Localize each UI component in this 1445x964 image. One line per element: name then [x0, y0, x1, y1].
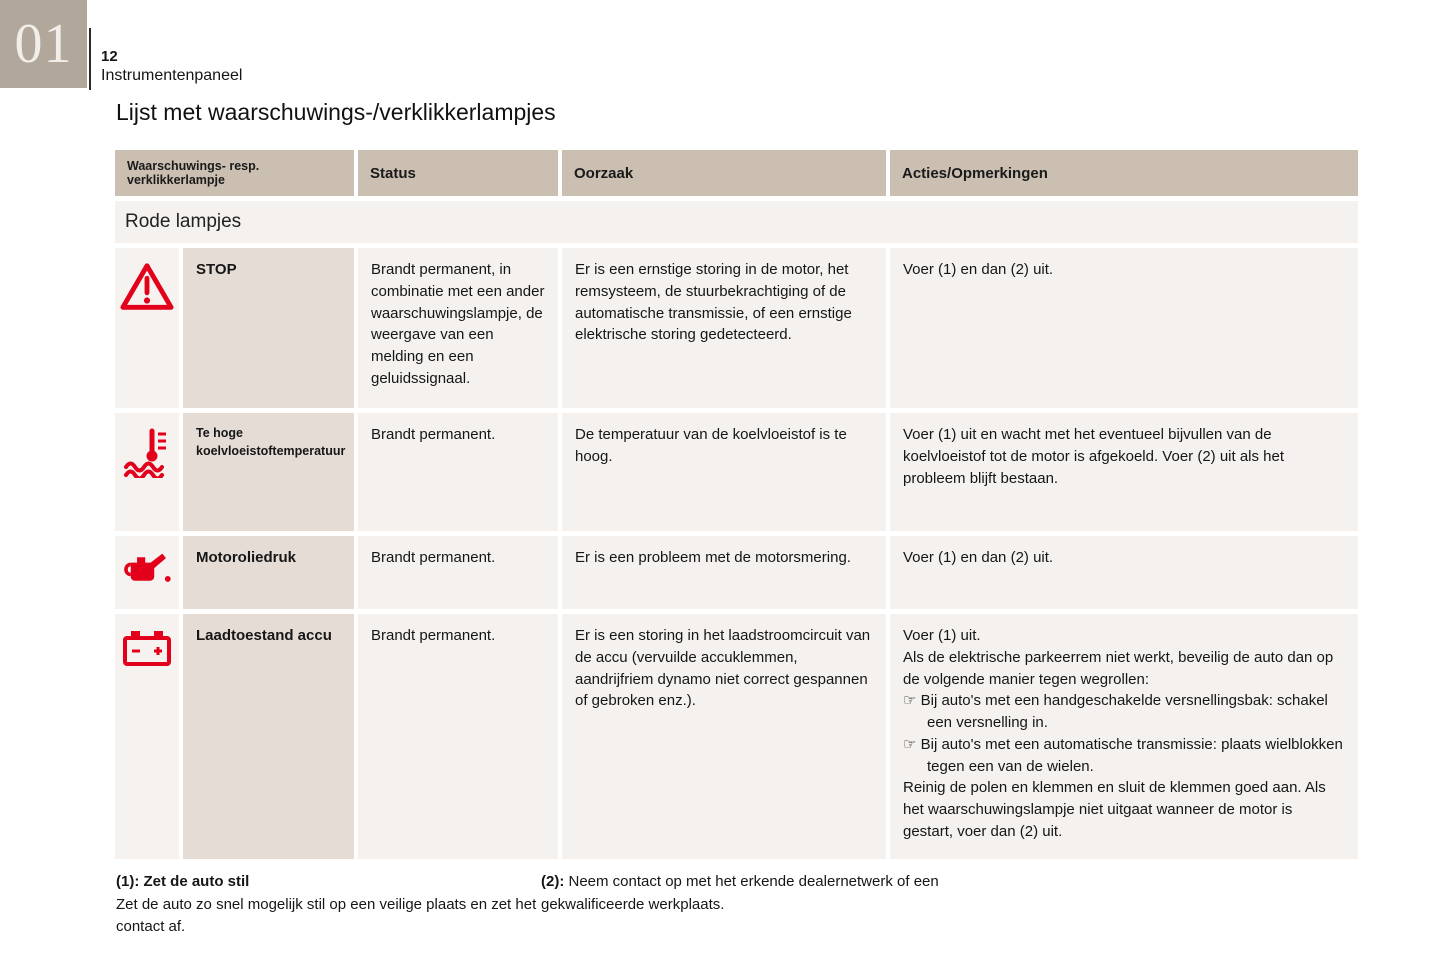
- header-cell-status: Status: [358, 150, 558, 196]
- table-row-stop: [115, 248, 1358, 408]
- footnote-2: [541, 871, 961, 939]
- footnotes: [116, 871, 1359, 939]
- chapter-title: Instrumentenpaneel: [101, 67, 243, 84]
- status-cell: Brandt permanent.: [358, 413, 558, 531]
- lamp-label: Laadtoestand accu: [183, 614, 354, 859]
- table-row-coolant: [115, 413, 1358, 531]
- footnote-1-label: (1):: [116, 873, 140, 890]
- actions-cell: Voer (1) en dan (2) uit.: [890, 248, 1358, 408]
- action-bullet-line: ☞ Bij auto's met een handgeschakelde versnellingsbak: schakel een versnelling in.: [903, 692, 1328, 731]
- table-header-row: [115, 150, 1358, 196]
- action-line: Voer (1) uit.: [903, 627, 981, 644]
- cause-cell: Er is een storing in het laadstroomcircuit van de accu (vervuilde accuklemmen, aandrijfriem dynamo niet correct gespannen of gebroken enz.).: [562, 614, 886, 859]
- group-row-red-lamps: Rode lampjes: [115, 201, 1358, 243]
- warning-lights-table: [115, 150, 1358, 859]
- lamp-label: Motoroliedruk: [183, 536, 354, 609]
- cause-cell: Er is een ernstige storing in de motor, het remsysteem, de stuurbekrachtiging of de automatische transmissie, of een ernstige elektrische storing gedetecteerd.: [562, 248, 886, 408]
- action-line: Als de elektrische parkeerrem niet werkt, beveilig de auto dan op de volgende manier tegen wegrollen:: [903, 648, 1334, 688]
- vertical-divider: [89, 28, 91, 90]
- page-meta: [101, 48, 242, 87]
- status-cell: Brandt permanent.: [358, 536, 558, 609]
- header-cell-cause: Oorzaak: [562, 150, 886, 196]
- footnote-2-body: Neem contact op met het erkende dealernetwerk of een gekwalificeerde werkplaats.: [541, 873, 939, 913]
- action-bullet-line: ☞ Bij auto's met een automatische transmissie: plaats wielblokken tegen een van de wielen.: [903, 735, 1343, 775]
- page-number: 12: [101, 48, 118, 65]
- warning-triangle-icon: [119, 261, 175, 313]
- chapter-number: 01: [14, 13, 73, 75]
- coolant-icon-cell: [115, 413, 179, 531]
- table-row-oil: [115, 536, 1358, 609]
- battery-icon: [120, 627, 174, 669]
- battery-icon-cell: [115, 614, 179, 859]
- table-row-battery: [115, 614, 1358, 859]
- header-cell-lamp: Waarschuwings- resp. verklikkerlampje: [115, 150, 354, 196]
- header-cell-actions: Acties/Opmerkingen: [890, 150, 1358, 196]
- footnote-1-title: Zet de auto stil: [143, 873, 250, 890]
- actions-cell: [890, 614, 1358, 859]
- stop-icon-cell: [115, 248, 179, 408]
- page-title: Lijst met waarschuwings-/verklikkerlampjes: [116, 99, 556, 125]
- lamp-label: Te hoge koelvloeistoftemperatuur: [183, 413, 354, 531]
- footnote-1: [116, 871, 541, 939]
- chapter-tab: [0, 0, 87, 88]
- footnote-1-body: Zet de auto zo snel mogelijk stil op een veilige plaats en zet het contact af.: [116, 895, 537, 935]
- oil-icon-cell: [115, 536, 179, 609]
- actions-cell: Voer (1) en dan (2) uit.: [890, 536, 1358, 609]
- lamp-label: STOP: [183, 248, 354, 408]
- actions-cell: Voer (1) uit en wacht met het eventueel bijvullen van de koelvloeistof tot de motor is afgekoeld. Voer (2) uit als het probleem blijft bestaan.: [890, 413, 1358, 531]
- action-line: Reinig de polen en klemmen en sluit de klemmen goed aan. Als het waarschuwingslampje niet uitgaat wanneer de motor is gestart, voer dan (2) uit.: [903, 779, 1326, 840]
- oil-pressure-icon: [119, 549, 175, 589]
- status-cell: Brandt permanent.: [358, 614, 558, 859]
- coolant-temperature-icon: [121, 426, 173, 478]
- status-cell: Brandt permanent, in combinatie met een ander waarschuwingslampje, de weergave van een melding en een geluidssignaal.: [358, 248, 558, 408]
- cause-cell: Er is een probleem met de motorsmering.: [562, 536, 886, 609]
- cause-cell: De temperatuur van de koelvloeistof is te hoog.: [562, 413, 886, 531]
- footnote-2-label: (2):: [541, 873, 565, 890]
